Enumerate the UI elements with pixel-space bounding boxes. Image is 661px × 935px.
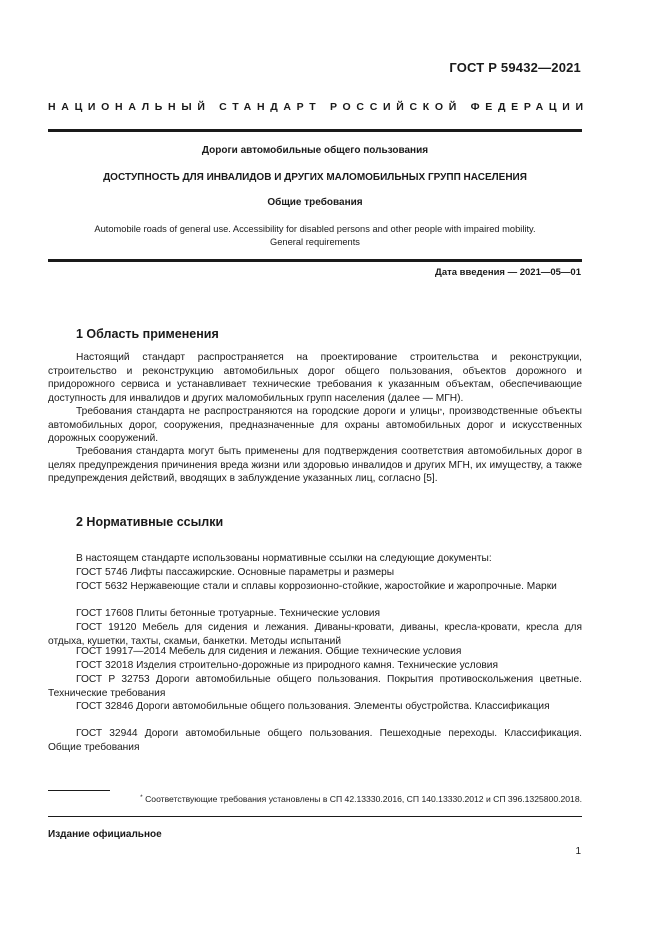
reference-item: ГОСТ Р 32753 Дороги автомобильные общего пользования. Покрытия противоскольжения цветные. Технические требования xyxy=(48,674,582,699)
english-title-line-1: Automobile roads of general use. Accessibility for disabled persons and other people with impaired mobility. xyxy=(94,224,536,234)
reference-item: ГОСТ 5746 Лифты пассажирские. Основные параметры и размеры xyxy=(76,567,395,578)
scope-paragraph-3: Требования стандарта могут быть применены для подтверждения соответствия автомобильных дорог в целях предупреждения причинения вреда жизни или здоровью инвалидов и других МГН, их имуществу, а также предупреждения действий, вводящих в заблуждение указанных лиц, согласно [5]. xyxy=(48,446,582,485)
footnote xyxy=(48,794,582,804)
section-2-heading: 2 Нормативные ссылки xyxy=(76,515,224,529)
footnote-reference: * xyxy=(439,408,443,415)
footnote-text: Соответствующие требования установлены в СП 42.13330.2016, СП 140.13330.2012 и СП 396.1325800.2018. xyxy=(145,794,582,804)
bottom-rule xyxy=(48,816,582,817)
scope-paragraph-2-start: Требования стандарта не распространяются на городские дороги и улицы xyxy=(76,406,440,417)
reference-item: ГОСТ 32944 Дороги автомобильные общего пользования. Пешеходные переходы. Классификация. Общие требования xyxy=(48,728,582,753)
road-category-line: Дороги автомобильные общего пользования xyxy=(201,145,429,156)
top-rule xyxy=(48,129,582,132)
reference-item: ГОСТ 19917—2014 Мебель для сидения и лежания. Общие технические условия xyxy=(76,646,462,657)
reference-item: ГОСТ 32846 Дороги автомобильные общего пользования. Элементы обустройства. Классификация xyxy=(76,701,550,712)
reference-item: ГОСТ 19120 Мебель для сидения и лежания. Диваны-кровати, диваны, кресла-кровати, кресла для отдыха, кушетки, тахты, скамьи, банкетки. Методы испытаний xyxy=(48,622,582,647)
introduction-date: Дата введения — 2021—05—01 xyxy=(435,267,581,278)
scope-paragraph-1: Настоящий стандарт распространяется на проектирование строительства и реконструкции, строительство и реконструкцию автомобильных дорог общего пользования, объектов дорожного и придорожного сервиса и устанавливает технические требования к указанным объектам, обеспечивающие доступность для инвалидов и других маломобильных групп населения (далее — МГН). xyxy=(48,352,582,404)
edition-label: Издание официальное xyxy=(48,829,162,840)
footnote-mark: * xyxy=(140,794,143,801)
footnote-separator xyxy=(48,790,110,791)
national-standard-heading: НАЦИОНАЛЬНЫЙ СТАНДАРТ РОССИЙСКОЙ ФЕДЕРАЦИИ xyxy=(48,101,589,113)
page-number: 1 xyxy=(575,846,581,857)
reference-item: ГОСТ 5632 Нержавеющие стали и сплавы коррозионно-стойкие, жаростойкие и жаропрочные. Марки xyxy=(76,581,557,592)
title-bottom-rule xyxy=(48,259,582,262)
reference-item: ГОСТ 32018 Изделия строительно-дорожные из природного камня. Технические условия xyxy=(76,660,498,671)
document-title: ДОСТУПНОСТЬ ДЛЯ ИНВАЛИДОВ И ДРУГИХ МАЛОМОБИЛЬНЫХ ГРУПП НАСЕЛЕНИЯ xyxy=(103,172,527,183)
scope-paragraph-2-end: , производственные объекты автомобильных дорог, сооружения, предназначенные для охраны автомобильных дорог и искусственных дорожных сооружений. xyxy=(48,406,582,445)
document-subtitle: Общие требования xyxy=(267,197,363,208)
standard-number: ГОСТ Р 59432—2021 xyxy=(449,60,581,75)
section-1-heading: 1 Область применения xyxy=(76,327,219,341)
reference-item: ГОСТ 17608 Плиты бетонные тротуарные. Технические условия xyxy=(76,608,380,619)
english-title-line-2: General requirements xyxy=(270,237,360,247)
scope-paragraph-2 xyxy=(48,405,582,446)
references-intro: В настоящем стандарте использованы нормативные ссылки на следующие документы: xyxy=(76,553,492,564)
